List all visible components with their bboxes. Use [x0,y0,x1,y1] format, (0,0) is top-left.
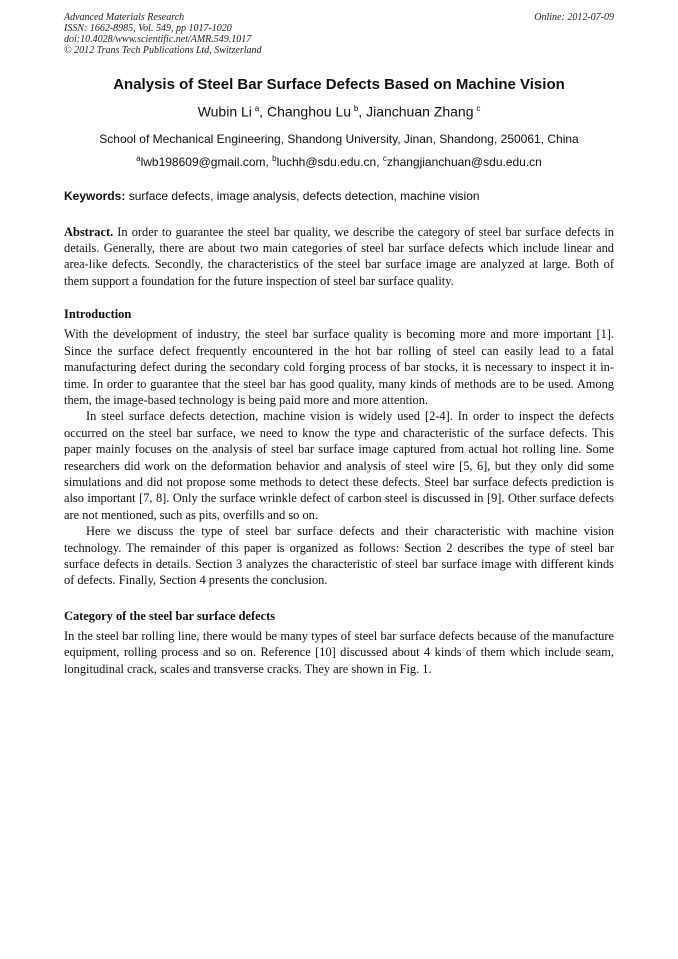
abstract-label: Abstract. [64,224,114,239]
section-heading: Introduction [64,307,132,322]
paragraph: In steel surface defects detection, machine vision is widely used [2-4]. In order to inspect the defects occurred on the steel bar surface, we need to know the type and characteristic of the surface defects. This paper mainly focuses on the analysis of steel bar surface image captured from actual hot rolling line. Some researchers did work on the deformation behavior and analysis of steel wire [5, 6], but they only did some simulations and did not propose some methods to detect these defects. Steel bar surface defects prediction is also important [7, 8]. Only the surface wrinkle defect of carbon steel is discussed in [9]. Other surface defects are not mentioned, such as pits, overfills and so on. [64,409,614,522]
journal-issn: ISSN: 1662-8985, Vol. 549, pp 1017-1020 [64,23,232,34]
email-sup: a [136,153,141,163]
keywords-text: surface defects, image analysis, defects detection, machine vision [128,188,480,203]
email-sup: b [272,153,277,163]
paragraph: In the steel bar rolling line, there would be many types of steel bar surface defects because of the manufacture equipment, rolling process and so on. Reference [10] discussed about 4 kinds of them which include seam, longitudinal crack, scales and transverse cracks. They are shown in Fig. 1. [64,628,614,676]
paragraph: With the development of industry, the steel bar surface quality is becoming more and more important [1]. Since the surface defect frequently encountered in the hot bar rolling of steel can easily lead to a fatal manufacturing defect during the secondary cold forging process of bar stocks, it is necessary to inspect it in-time. In order to guarantee that the steel bar has good quality, many kinds of methods are to be used. Among them, the image-based technology is being paid more and more attention. [64,327,614,407]
author-sup: c [476,104,481,113]
author-sup: b [353,104,359,113]
keywords-label: Keywords: [64,188,126,203]
email-address[interactable]: lwb198609@gmail.com [140,154,266,169]
paper-title: Analysis of Steel Bar Surface Defects Based on Machine Vision [113,76,565,93]
author-name: Wubin Li [197,103,252,120]
email-sup: c [382,153,387,163]
paper-page [64,12,614,677]
abstract [64,224,614,290]
journal-doi: doi:10.4028/www.scientific.net/AMR.549.1017 [64,34,252,45]
email-address[interactable]: zhangjianchuan@sdu.edu.cn [386,154,542,169]
online-date: Online: 2012-07-09 [534,12,614,23]
author-sup: a [254,104,260,113]
section-heading: Category of the steel bar surface defects [64,608,276,623]
affiliation: School of Mechanical Engineering, Shandong University, Jinan, Shandong, 250061, China [99,131,579,146]
email-address[interactable]: luchh@sdu.edu.cn [276,154,377,169]
email-list: $^a$lwb198609@gmail.com, $^b$luchh@sdu.edu.cn, $^c$zhangjianchuan@sdu.edu.cn [136,153,542,169]
journal-header [64,12,614,56]
journal-copyright: © 2012 Trans Tech Publications Ltd, Switzerland [64,45,262,56]
author-list: Wubin Li $^a$, Changhou Lu $^b$, Jianchuan Zhang $^c$ [197,103,481,120]
journal-name: Advanced Materials Research [64,12,185,23]
keywords [64,189,614,203]
author-name: Jianchuan Zhang [366,103,474,120]
author-name: Changhou Lu [266,103,352,120]
abstract-text: In order to guarantee the steel bar quality, we describe the category of steel bar surface defects in details. Generally, there are about two main categories of steel bar surface defects which include linear and area-like defects. Secondly, the characteristics of the steel bar surface image are analyzed at large. Both of them support a foundation for the future inspection of steel bar surface quality. [64,224,614,288]
paragraph: Here we discuss the type of steel bar surface defects and their characteristic with machine vision technology. The remainder of this paper is organized as follows: Section 2 describes the type of steel bar surface defects in details. Section 3 analyzes the characteristic of steel bar surface image with different kinds of defects. Finally, Section 4 presents the conclusion. [64,524,614,588]
